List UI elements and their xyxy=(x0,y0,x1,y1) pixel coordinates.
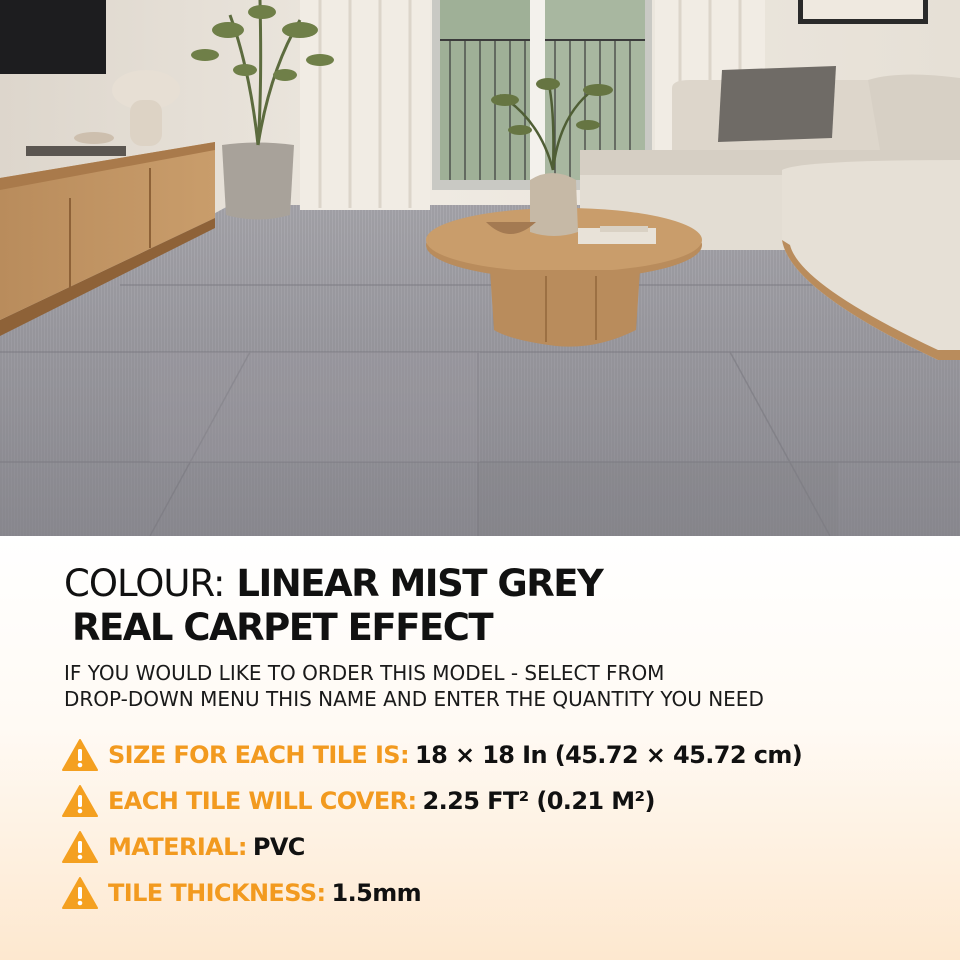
spec-material-label: MATERIAL: xyxy=(108,833,247,861)
spec-coverage xyxy=(62,778,802,824)
spec-size-label: SIZE FOR EACH TILE IS: xyxy=(108,741,409,769)
spec-thickness xyxy=(62,870,802,916)
warning-icon xyxy=(62,876,98,910)
colour-value: LINEAR MIST GREY xyxy=(236,562,603,605)
spec-thickness-value: 1.5mm xyxy=(331,879,422,907)
spec-material xyxy=(62,824,802,870)
warning-icon xyxy=(62,830,98,864)
warning-icon xyxy=(62,784,98,818)
spec-size-value: 18 × 18 In (45.72 × 45.72 cm) xyxy=(414,741,803,769)
order-instructions-line-2: DROP-DOWN MENU THIS NAME AND ENTER THE QUANTITY YOU NEED xyxy=(64,687,764,711)
colour-label: COLOUR: xyxy=(64,562,225,605)
product-title xyxy=(64,562,602,650)
spec-material-value: PVC xyxy=(252,833,305,861)
product-info-panel xyxy=(0,536,960,960)
spec-thickness-label: TILE THICKNESS: xyxy=(108,879,326,907)
order-instructions-line-1: IF YOU WOULD LIKE TO ORDER THIS MODEL - SELECT FROM xyxy=(64,661,665,685)
spec-coverage-label: EACH TILE WILL COVER: xyxy=(108,787,417,815)
order-instructions xyxy=(64,660,764,712)
product-subtitle: REAL CARPET EFFECT xyxy=(72,606,493,649)
warning-icon xyxy=(62,738,98,772)
spec-size xyxy=(62,732,802,778)
spec-coverage-value: 2.25 FT² (0.21 M²) xyxy=(422,787,655,815)
spec-list xyxy=(62,732,802,916)
